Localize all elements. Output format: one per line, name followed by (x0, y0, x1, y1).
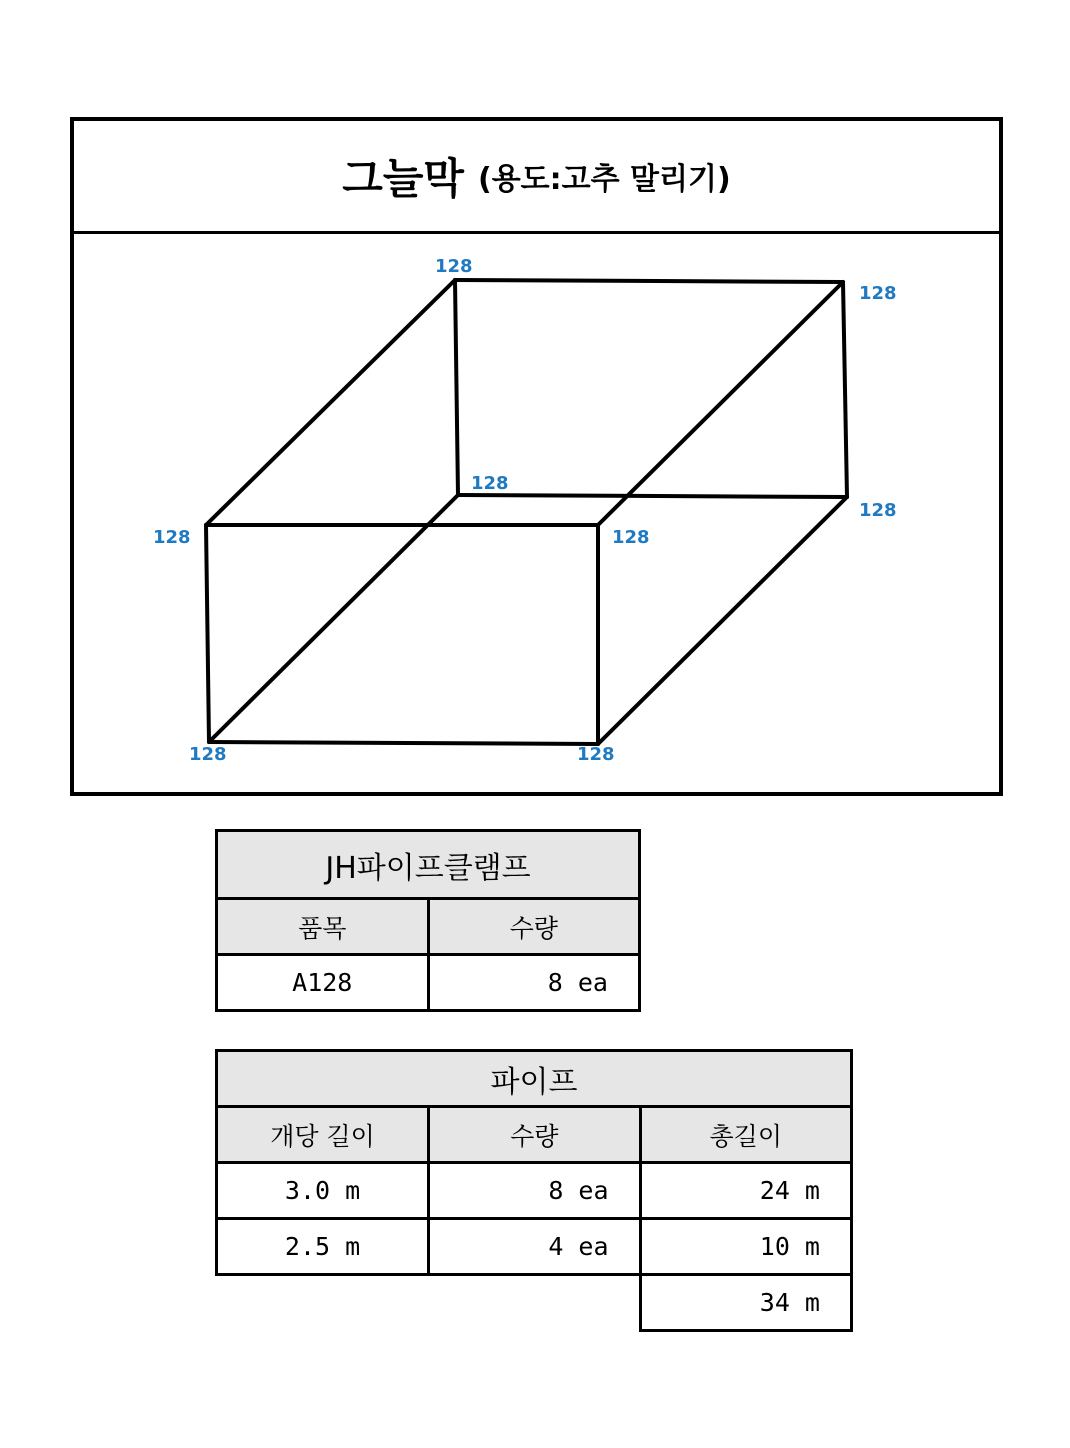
clamp-cell-item: A128 (217, 955, 429, 1011)
clamp-table-title: JH파이프클램프 (217, 831, 640, 899)
edge-front-bottom (209, 742, 598, 744)
edge-front-left (206, 525, 209, 742)
clamp-header-qty: 수량 (428, 899, 640, 955)
label-front-top-left: 128 (153, 527, 191, 548)
table-row (217, 1219, 852, 1275)
edge-connect-top-right (598, 282, 843, 525)
edge-back-bottom (458, 495, 847, 497)
edge-back-top (455, 280, 843, 282)
clamp-cell-qty: 8 ea (428, 955, 640, 1011)
title-subtitle: (용도:고추 말리기) (477, 162, 731, 197)
label-back-bottom-right: 128 (859, 500, 897, 521)
blank-cell (217, 1275, 429, 1331)
edge-back-right (843, 282, 847, 497)
clamp-table (215, 829, 641, 1012)
frame-edges (206, 280, 847, 744)
table-row (217, 955, 640, 1011)
pipe-cell-length: 3.0 m (217, 1163, 429, 1219)
label-front-bottom-right: 128 (577, 744, 615, 765)
edge-back-left (455, 280, 458, 495)
title-main: 그늘막 (342, 154, 464, 203)
pipe-cell-total: 24 m (640, 1163, 851, 1219)
pipe-cell-total: 10 m (640, 1219, 851, 1275)
pipe-cell-qty: 8 ea (429, 1163, 640, 1219)
clamp-header-item: 품목 (217, 899, 429, 955)
table-row-grand-total (217, 1275, 852, 1331)
pipe-cell-length: 2.5 m (217, 1219, 429, 1275)
label-front-top-right: 128 (612, 527, 650, 548)
label-back-top-left: 128 (435, 256, 473, 277)
pipe-table-title: 파이프 (217, 1051, 852, 1107)
pipe-grand-total: 34 m (640, 1275, 851, 1331)
label-back-bottom-left: 128 (471, 473, 509, 494)
blank-cell (429, 1275, 640, 1331)
table-row (217, 1163, 852, 1219)
label-front-bottom-left: 128 (189, 744, 227, 765)
pipe-cell-qty: 4 ea (429, 1219, 640, 1275)
label-back-top-right: 128 (859, 283, 897, 304)
edge-connect-bottom-left (209, 495, 458, 742)
diagram-frame (70, 117, 1003, 796)
pipe-table (215, 1049, 853, 1332)
pipe-header-qty: 수량 (429, 1107, 640, 1163)
pipe-header-length: 개당 길이 (217, 1107, 429, 1163)
pipe-header-total: 총길이 (640, 1107, 851, 1163)
edge-connect-top-left (206, 280, 455, 525)
